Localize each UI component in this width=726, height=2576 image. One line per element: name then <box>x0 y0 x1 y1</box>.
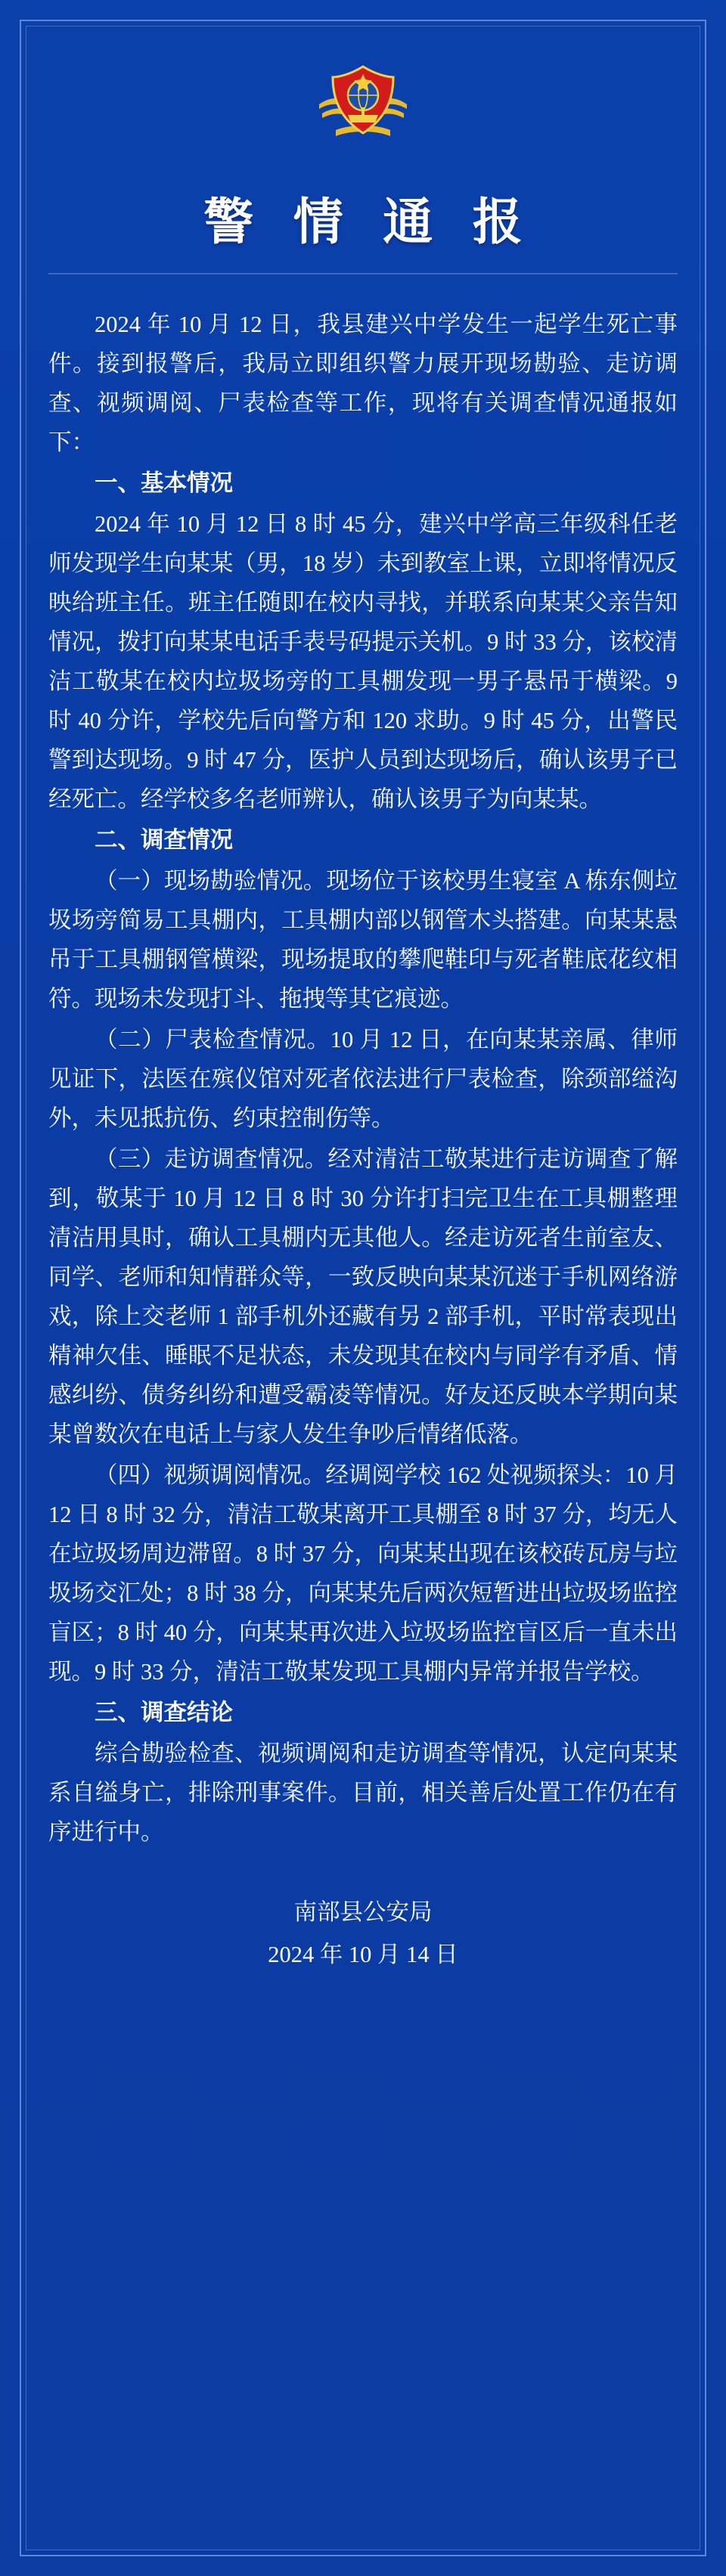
signature-block <box>48 1892 678 1974</box>
page-title: 警 情 通 报 <box>203 195 536 250</box>
paragraph-interviews: （三）走访调查情况。经对清洁工敬某进行走访调查了解到，敬某于 10 月 12 日 8 时 30 分许打扫完卫生在工具棚整理清洁用具时，确认工具棚内无其他人。经走访死者生前室友、同学、老师和知情群众等，一致反映向某某沉迷于手机网络游戏，除上交老师 1 部手机外还藏有另 2 部手机，平时常表现出精神欠佳、睡眠不足状态，未发现其在校内与同学有矛盾、情感纠纷、债务纠纷和遭受霸凌等情况。好友还反映本学期向某某曾数次在电话上与家人发生争吵后情绪低落。 <box>48 1146 678 1447</box>
section-heading-basic: 一、基本情况 <box>95 470 233 496</box>
paragraph-intro: 2024 年 10 月 12 日，我县建兴中学发生一起学生死亡事件。接到报警后，我局立即组织警力展开现场勘验、走访调查、视频调阅、尸表检查等工作，现将有关调查情况通报如下： <box>48 312 678 455</box>
emblem-container <box>48 0 678 162</box>
paragraph-scene-inspection: （一）现场勘验情况。现场位于该校男生寝室 A 栋东侧垃圾场旁简易工具棚内，工具棚内部以钢管木头搭建。向某某悬吊于工具棚钢管横梁，现场提取的攀爬鞋印与死者鞋底花纹相符。现场未发现打斗、拖拽等其它痕迹。 <box>48 868 678 1012</box>
title-divider <box>48 273 678 274</box>
china-police-emblem-icon <box>315 57 411 154</box>
signature-organization: 南部县公安局 <box>293 1899 433 1925</box>
signature-date: 2024 年 10 月 14 日 <box>268 1942 458 1967</box>
section-heading-conclusion: 三、调查结论 <box>95 1700 233 1725</box>
bottom-spacer <box>48 1977 678 2023</box>
paragraph-video-review: （四）视频调阅情况。经调阅学校 162 处视频探头：10 月 12 日 8 时 32 分，清洁工敬某离开工具棚至 8 时 37 分，均无人在垃圾场周边滞留。8 时 37 分，向某某出现在该校砖瓦房与垃圾场交汇处；8 时 38 分，向某某先后两次短暂进出垃圾场监控盲区；8 时 40 分，向某某再次进入垃圾场监控盲区后一直未出现。9 时 33 分，清洁工敬某发现工具棚内异常并报告学校。 <box>48 1462 678 1685</box>
section-heading-investigation: 二、调查情况 <box>95 827 233 853</box>
paragraph-conclusion: 综合勘验检查、视频调阅和走访调查等情况，认定向某某系自缢身亡，排除刑事案件。目前，相关善后处置工作仍在有序进行中。 <box>48 1741 678 1845</box>
paragraph-basic-situation: 2024 年 10 月 12 日 8 时 45 分，建兴中学高三年级科任老师发现学生向某某（男，18 岁）未到教室上课，立即将情况反映给班主任。班主任随即在校内寻找，并联系向某某父亲告知情况，拨打向某某电话手表号码提示关机。9 时 33 分，该校清洁工敬某在校内垃圾场旁的工具棚发现一男子悬吊于横梁。9 时 40 分许，学校先后向警方和 120 求助。9 时 45 分，出警民警到达现场。9 时 47 分，医护人员到达现场后，确认该男子已经死亡。经学校多名老师辨认，确认该男子为向某某。 <box>48 511 678 812</box>
paragraph-body-examination: （二）尸表检查情况。10 月 12 日，在向某某亲属、律师见证下，法医在殡仪馆对死者依法进行尸表检查，除颈部缢沟外，未见抵抗伤、约束控制伤等。 <box>48 1027 678 1131</box>
document-body <box>48 305 678 1852</box>
